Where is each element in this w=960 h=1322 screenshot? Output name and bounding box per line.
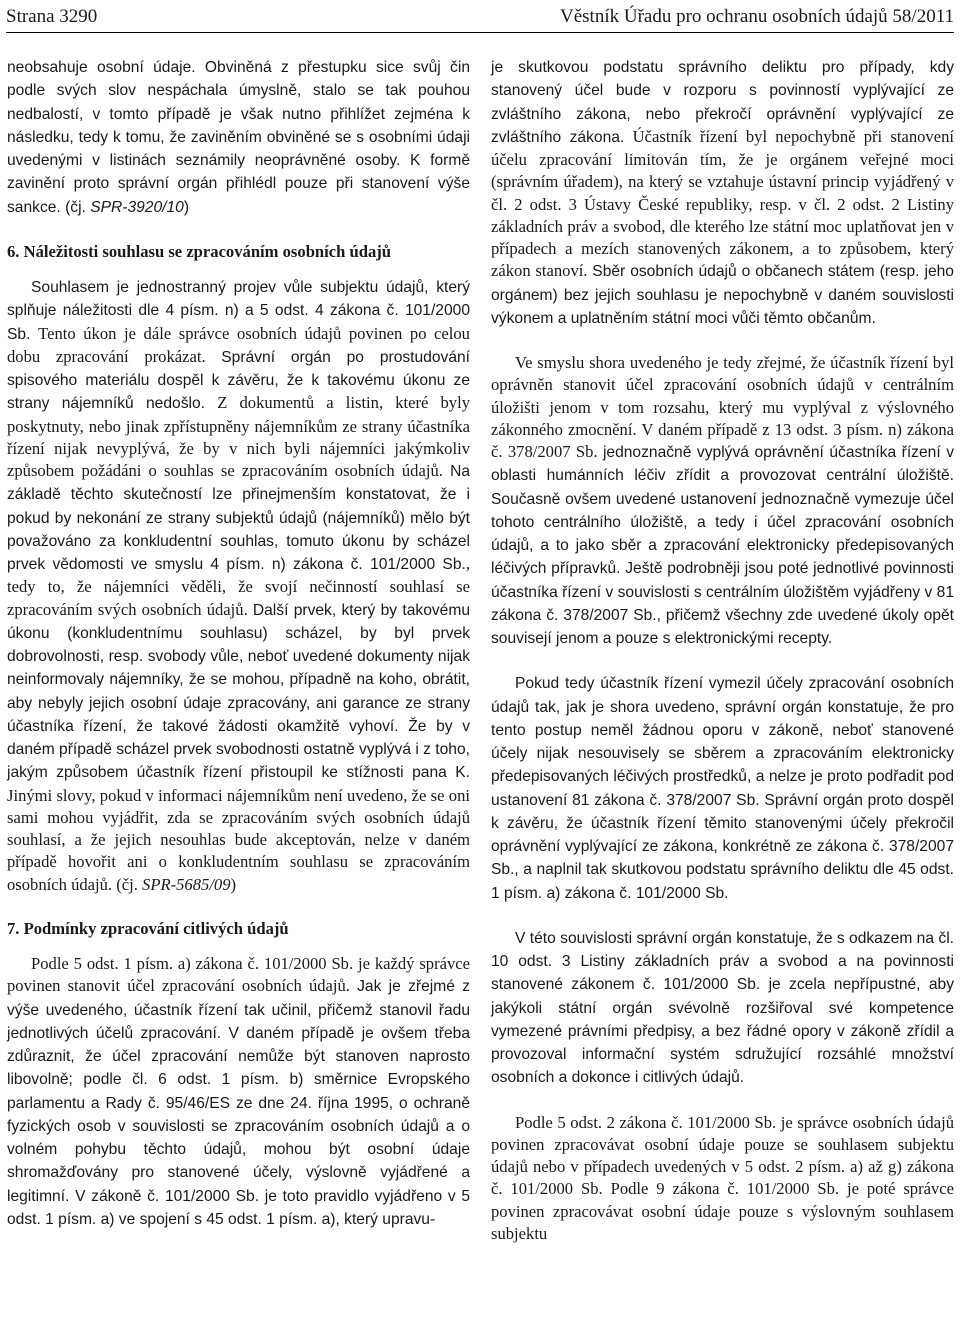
s6-text-b: Tento úkon je dále správce osobních údajů povinen po celou dobu zpracování prokázat. (7, 323, 470, 366)
right-paragraph-3 (491, 672, 954, 905)
r1-text-b: Účastník řízení byl nepochybně při stanovení účelu zpracování limitován tím, že je orgánem veřejné moci (správním úřadem), na který se vztahuje ústavní princip vyjádřený v čl. 2 odst. 3 Ústavy České republiky, resp. v čl. 2 odst. 2 Listiny základních práv a svobod, dle kterého lze státní moc uplatňovat jen v případech a mezích stanovených zákonem, a to způsobem, který zákon stanoví. (491, 126, 954, 281)
paragraph-gap (491, 1090, 954, 1112)
left-column (7, 56, 470, 1231)
paragraph-gap (491, 650, 954, 672)
s7-text-a: Podle 5 odst. 1 písm. a) zákona č. 101/2000 Sb. je každý správce povinen stanovit účel zpracování osobních údajů. (7, 954, 470, 996)
s6-reference: SPR-5685/09 (142, 874, 231, 894)
section-6-paragraph (7, 276, 470, 896)
r5-text-a: Podle 5 odst. 2 zákona č. 101/2000 Sb. je správce osobních údajů povinen zpracovávat osobní údaje pouze se souhlasem subjektu údajů nebo v případech uvedených v 5 odst. 2 písm. a) až g) zákona č. 101/2000 Sb. (491, 1112, 954, 1199)
intro-paragraph (7, 56, 470, 219)
intro-text: neobsahuje osobní údaje. Obviněná z přestupku sice svůj čin podle svých slov nespáchala úmyslně, stalo se tak pouhou nedbalostí, v tomto případě je však nutno přihlížet zejména k následku, tedy k tomu, že zaviněním obviněné se s osobními údaji uvedenými v listinách seznámily neoprávněné osoby. K formě zavinění proto správní orgán přihlédl pouze při stanovení výše sankce. (čj. (7, 59, 470, 216)
intro-reference-close: ) (183, 198, 190, 216)
r4-text-a: V této souvislosti správní orgán konstatuje, že s odkazem na čl. 10 odst. 3 Listiny základních práv a svobod a na povinnosti stanovené zákonem č. 101/2000 Sb. (491, 929, 954, 994)
section-6-heading: 6. Náležitosti souhlasu se zpracováním osobních údajů (7, 241, 392, 261)
r2-text-d: Ještě podrobněji jsou poté jednotlivé povinnosti účastníka řízení v souvislosti s centrálním úložištěm vyjádřeny v 81 zákona č. 378/2007 Sb., přičemž všechny zde uvedené úkoly opět souvisejí jenom a pouze s elektronickými recepty. (491, 560, 954, 647)
s6-text-h: Jinými slovy, pokud v informaci nájemníkům není uvedeno, že se oni sami mohou vyjádřit, zda se zpracováním svých osobních údajů souhlasí, a že jejich nesouhlas bude akceptován, nelze v daném případě hovořit ani o konkludentním souhlasu se zpracováním osobních údajů. (čj. (7, 785, 470, 894)
section-7-heading: 7. Podmínky zpracování citlivých údajů (7, 918, 289, 938)
r2-text-c: Současně ovšem uvedené ustanovení jednoznačně vymezuje účel tohoto centrálního úložiště, a tedy i účel zpracování osobních údajů, a to jako sběr a zpracování elektronicky předepisovaných léčivých přípravků. (491, 490, 954, 578)
right-paragraph-4 (491, 927, 954, 1090)
right-column (491, 56, 954, 1245)
r3-text-a: Pokud tedy účastník řízení vymezil účely zpracování osobních údajů tak, jak je shora uvedeno, správní orgán konstatuje, že pro tento postup neměl žádnou oporu v zákoně, neboť stanovené účely nijak nesouvisely se sběrem a zpracováním elektronicky předepisovaných léčivých prostředků, a nelze je proto podřadit pod ustanovení 81 zákona č. 378/2007 Sb. (491, 675, 954, 809)
r3-text-b: Správní orgán proto dospěl k závěru, že účastník řízení těmito stanovenými účely překročil oprávnění vyplývající ze zákona, konkrétně ze zákona č. 378/2007 Sb., a naplnil tak skutkovou podstatu správního deliktu dle 45 odst. 1 písm. a) zákona č. 101/2000 Sb. (491, 791, 954, 902)
right-paragraph-5 (491, 1112, 954, 1246)
intro-reference: SPR-3920/10 (90, 198, 184, 216)
right-paragraph-2 (491, 352, 954, 650)
page-header (6, 2, 954, 33)
s7-text-b: Jak je zřejmé z výše uvedeného, účastník řízení tak učinil, přičemž stanovil řadu jednotlivých účelů zpracování. V daném případě je ovšem třeba zdůraznit, že účel zpracování nemůže být stanoven naprosto libovolně; podle čl. 6 odst. 1 písm. b) směrnice Evropského parlamentu a Rady č. 95/46/ES ze dne 24. října 1995, o ochraně fyzických osob v souvislosti se zpracováním osobních údajů a o volném pohybu těchto údajů, mohou být osobní údaje shromažďovány pro stanovené účely, výslovně vyjádřené a legitimní. V zákoně č. 101/2000 Sb. je toto pravidlo vyjádřeno v 5 odst. 1 písm. a) ve spojení s 45 odst. 1 písm. a), který upravu- (7, 978, 470, 1228)
paragraph-gap (491, 905, 954, 927)
section-7-paragraph (7, 953, 470, 1231)
s6-text-d: Z dokumentů a listin, které byly poskytnuty, nebo jinak zpřístupněny nájemníkům ze strany účastníka řízení nijak nevyplývá, že by v nich byli nájemníci jakýmkoliv způsobem požádáni o souhlas se zpracováním osobních údajů. (7, 393, 470, 480)
page-number: Strana 3290 (6, 6, 98, 27)
s6-text-e: Na základě těchto skutečností lze přinejmenším konstatovat, že i pokud by nekonání ze strany subjektů údajů (nájemníků) mělo být považováno za konkludentní souhlas, tomuto úkonu by scházel prvek vědomosti ve smyslu 4 písm. n) zákona č. 101/2000 Sb. (7, 463, 470, 573)
s6-text-c: Správní orgán po prostudování spisového materiálu dospěl k závěru, že k takovému úkonu ze strany nájemníků nedošlo. (7, 348, 470, 413)
s6-text-f: , tedy to, že nájemníci věděli, že svojí nečinností souhlasí se zpracováním svých osobních údajů. (7, 554, 470, 619)
r1-text-c: Sběr osobních údajů o občanech státem (resp. jeho orgánem) bez jejich souhlasu je nepochybně v daném souvislosti výkonem a uplatněním státní moci vůči těmto občanům. (491, 263, 954, 327)
journal-title: Věstník Úřadu pro ochranu osobních údajů 58/2011 (560, 6, 954, 27)
paragraph-gap (491, 330, 954, 352)
r4-text-b: je zcela nepřípustné, aby jakýkoli státní orgán svévolně rozšiřoval své kompetence vymezené právními předpisy, a bez řádné opory v zákoně zřídil a provozoval informační systém sdružující rozsáhlé množství osobních a dokonce i citlivých údajů. (491, 976, 954, 1087)
s6-text-a: Souhlasem je jednostranný projev vůle subjektu údajů, který splňuje náležitosti dle 4 písm. n) a 5 odst. 4 zákona č. 101/2000 Sb. (7, 279, 470, 343)
s6-text-g: Další prvek, který by takovému úkonu (konkludentnímu souhlasu) scházel, by byl prvek dobrovolnosti, resp. svobody vůle, neboť uvedené dokumenty nijak neinformovaly nájemníky, že se mohou, případně na koho, obrátit, aby nebyly jejich osobní údaje zpracovány, ani garance ze strany účastníka řízení, že takové žádosti okamžitě vyhoví. Že by v daném případě scházel prvek svobodnosti ostatně vyplývá i z toho, jakým způsobem účastník řízení přistoupil ke stížnosti pana K. (7, 601, 470, 782)
r1-text-a: je skutkovou podstatu správního deliktu pro případy, kdy stanovený účel bude v rozporu s povinností vyplývající ze zvláštního zákona, nebo překročí oprávnění vyplývající ze zvláštního zákona. (491, 59, 954, 146)
s6-reference-close: ) (230, 874, 237, 894)
right-paragraph-1 (491, 56, 954, 330)
r2-text-a: Ve smyslu shora uvedeného je tedy zřejmé, že účastník řízení byl oprávněn stanovit účel zpracování osobních údajů v centrálním úložišti jenom v tom rozsahu, který mu vyplýval z výslovného zákonného zmocnění. V daném případě z 13 odst. 3 písm. n) zákona č. 378/2007 Sb. (491, 353, 954, 461)
r2-text-b: jednoznačně vyplývá oprávnění účastníka řízení v oblasti humánních léčiv zřídit a provozovat centrální úložiště. (491, 444, 954, 485)
r5-text-b: Podle 9 zákona č. 101/2000 Sb. je poté správce povinen zpracovávat osobní údaje pouze s výslovným souhlasem subjektu (491, 1179, 954, 1243)
